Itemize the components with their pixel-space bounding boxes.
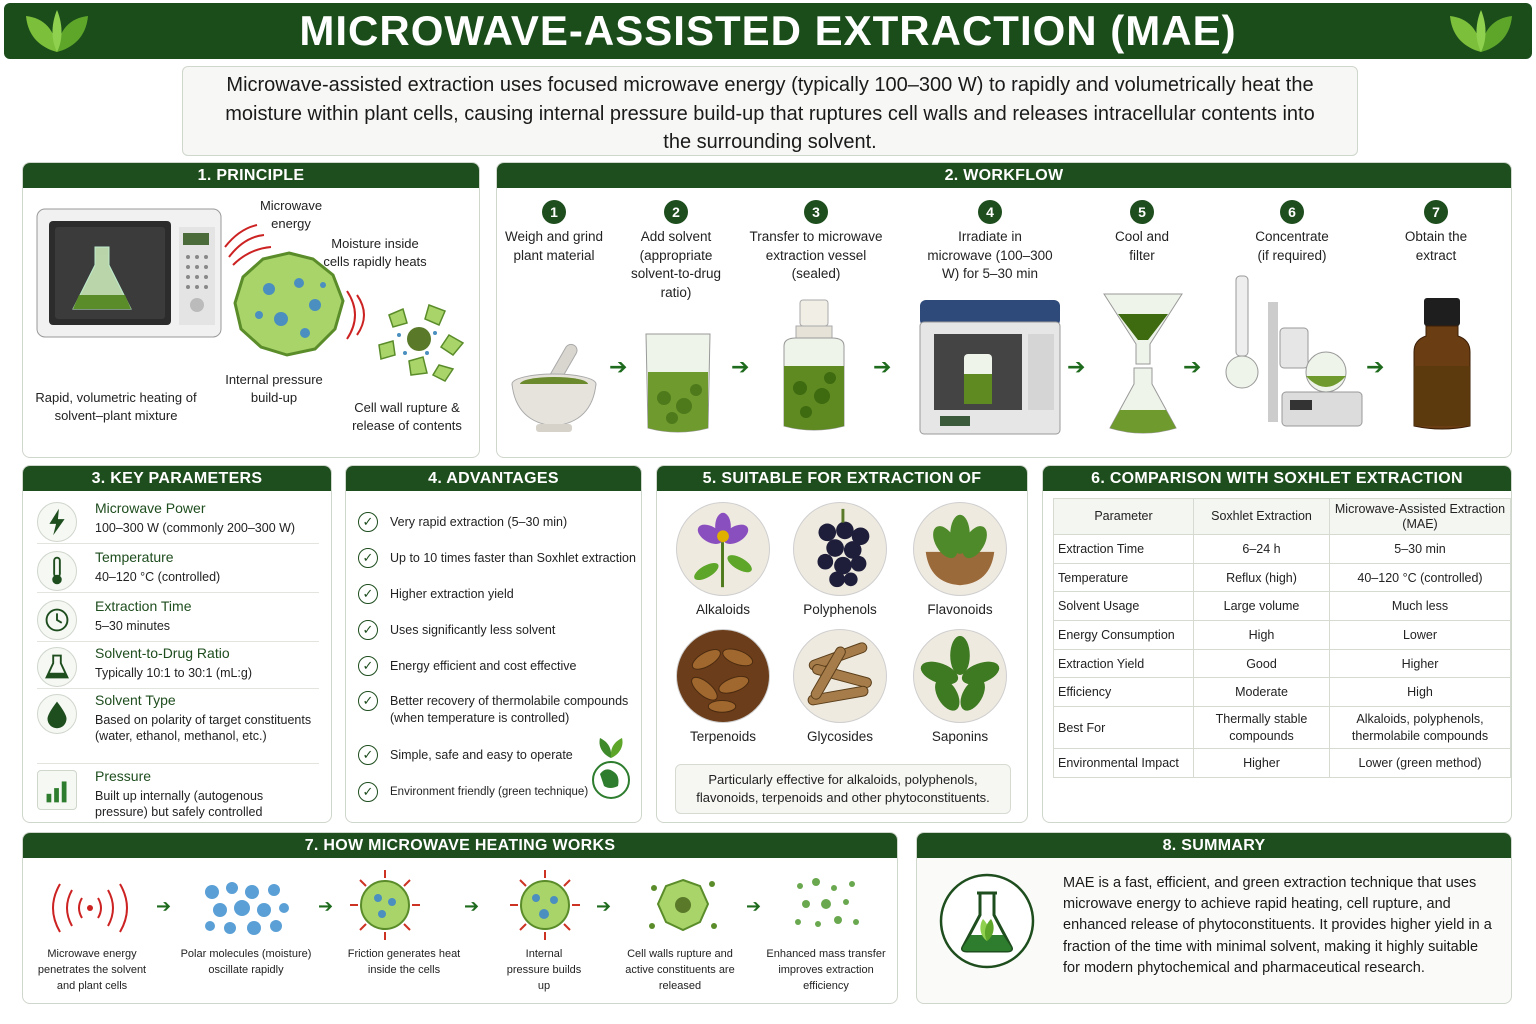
how-step: Internal pressure builds up [506,948,582,992]
parameter-value: 100–300 W (commonly 200–300 W) [95,521,296,535]
thermometer-icon [37,551,77,591]
comparison-table [1053,498,1511,778]
step-label: Irradiate in microwave (100–300 W) for 5–30 min [927,229,1053,281]
how-header: 7. HOW MICROWAVE HEATING WORKS [23,833,897,858]
arrow-right-icon: ➔ [731,354,750,379]
step-label: Add solvent (appropriate solvent-to-drug ratio) [630,229,722,300]
workflow-step [920,200,1060,284]
table-cell: Environmental Impact [1054,749,1194,778]
check-icon: ✓ [358,691,378,711]
parameter-row [37,549,319,593]
table-cell: Energy Consumption [1054,621,1194,650]
workflow-step [1366,200,1506,265]
how-step: Friction generates heat inside the cells [347,948,461,976]
seeds-icon [676,629,770,723]
advantage-text: Energy efficient and cost effective [390,659,577,673]
step-number: 2 [664,200,688,224]
step-number: 3 [804,200,828,224]
table-cell: Good [1194,649,1330,678]
flask-icon [37,647,77,687]
table-cell: 6–24 h [1194,535,1330,564]
check-icon: ✓ [358,512,378,532]
extract-bottle-icon [1412,294,1472,434]
compound-label: Flavonoids [927,602,993,617]
parameter-title: Temperature [95,549,174,565]
how-step: Cell walls rupture and active constituents are released [625,948,735,992]
comparison-panel [1042,465,1512,823]
step-number: 6 [1280,200,1304,224]
parameter-row [37,645,319,689]
workflow-step [606,200,746,302]
table-cell: Extraction Yield [1054,649,1194,678]
parameters-panel [22,465,332,823]
advantage-text: Very rapid extraction (5–30 min) [390,515,568,529]
microwave-extractor-icon [916,294,1066,442]
globe-leaf-icon [588,736,634,800]
parameter-title: Pressure [95,768,152,784]
leaf-icon [22,8,92,54]
sealed-vessel-icon [776,296,852,438]
compound-polyphenols [785,502,895,617]
bowl-leaves-icon [913,502,1007,596]
advantage-text: Up to 10 times faster than Soxhlet extraction [390,551,636,565]
how-step: Microwave energy penetrates the solvent and plant cells [37,948,147,992]
column-header: Microwave-Assisted Extraction (MAE) [1330,499,1511,535]
ruptured-cell-icon [369,295,469,385]
parameter-row [37,598,319,642]
summary-text: MAE is a fast, efficient, and green extraction technique that uses microwave energy to achieve rapid heating, cell rupture, and enhanced release of phytoconstituents. It provides higher yield in a fraction of the time with minimal solvent, making it highly suitable for modern phytochemical and pharmaceutical research. [1063,875,1492,976]
parameter-title: Solvent-to-Drug Ratio [95,645,230,661]
table-cell: High [1194,621,1330,650]
table-row [1054,749,1511,778]
leaves-icon [913,629,1007,723]
table-cell: Lower (green method) [1330,749,1511,778]
table-header-row [1054,499,1511,535]
ruptured-cell-icon [646,868,720,942]
suitable-panel [656,465,1028,823]
clock-icon [37,600,77,640]
principle-label-rupture: Cell wall rupture & release of contents [352,400,462,433]
arrow-right-icon: ➔ [318,896,334,916]
intro-text: Microwave-assisted extraction uses focused microwave energy (typically 100–300 W) to rapidly and volumetrically heat the moisture within plant cells, causing internal pressure build-up that ruptures cell walls and releases intracellular contents into the surrounding solvent. [182,66,1358,156]
heated-cell-icon [348,868,422,942]
table-cell: Efficiency [1054,678,1194,707]
step-label: Obtain the extract [1404,229,1468,263]
compound-label: Alkaloids [695,602,751,617]
table-cell: Temperature [1054,563,1194,592]
parameter-row [37,692,319,764]
arrow-right-icon: ➔ [1183,354,1202,379]
table-cell: Best For [1054,707,1194,749]
column-header: Soxhlet Extraction [1194,499,1330,535]
parameter-title: Extraction Time [95,598,192,614]
check-icon: ✓ [358,745,378,765]
step-number: 1 [542,200,566,224]
compound-label: Saponins [931,729,989,744]
step-label: Cool and filter [1114,229,1170,263]
arrow-right-icon: ➔ [1366,354,1385,379]
table-row [1054,649,1511,678]
lightning-icon [37,502,77,542]
compound-alkaloids [668,502,778,617]
parameter-value: Typically 10:1 to 30:1 (mL:g) [95,666,253,680]
comparison-header: 6. COMPARISON WITH SOXHLET EXTRACTION [1043,466,1511,491]
check-icon: ✓ [358,584,378,604]
table-cell: Solvent Usage [1054,592,1194,621]
arrow-right-icon: ➔ [873,354,892,379]
beaker-icon [638,328,718,438]
column-header: Parameter [1054,499,1194,535]
advantages-panel [345,465,642,823]
check-icon: ✓ [358,620,378,640]
parameter-value: 40–120 °C (controlled) [95,570,221,584]
step-label: Transfer to microwave extraction vessel (sealed) [749,229,883,281]
compound-label: Glycosides [806,729,874,744]
table-cell: 40–120 °C (controlled) [1330,563,1511,592]
parameter-row [37,768,319,820]
step-number: 4 [978,200,1002,224]
compound-glycosides [785,629,895,744]
parameter-row [37,500,319,544]
advantages-header: 4. ADVANTAGES [346,466,641,491]
parameter-value: Based on polarity of target constituents (water, ethanol, methanol, etc.) [95,713,312,743]
check-icon: ✓ [358,548,378,568]
grapes-icon [793,502,887,596]
advantage-text: Uses significantly less solvent [390,623,556,637]
particles-icon [790,876,864,936]
advantage-text: Better recovery of thermolabile compounds (when temperature is controlled) [390,694,629,725]
parameter-value: 5–30 minutes [95,619,171,633]
mortar-pestle-icon [506,336,602,436]
arrow-right-icon: ➔ [609,354,628,379]
workflow-step [484,200,624,265]
suitable-header: 5. SUITABLE FOR EXTRACTION OF [657,466,1027,491]
table-row [1054,535,1511,564]
leaf-icon [1446,8,1516,54]
principle-panel [22,162,480,458]
table-cell: 5–30 min [1330,535,1511,564]
workflow-header: 2. WORKFLOW [497,163,1511,188]
advantage-text: Environment friendly (green technique) [390,786,589,798]
table-row [1054,621,1511,650]
principle-label-moisture: Moisture inside cells rapidly heats [323,236,427,269]
compound-terpenoids [668,629,778,744]
table-cell: Higher [1194,749,1330,778]
step-label: Weigh and grind plant material [504,229,604,263]
advantage-text: Higher extraction yield [390,587,514,601]
table-cell: Alkaloids, polyphenols, thermolabile compounds [1330,707,1511,749]
table-cell: Extraction Time [1054,535,1194,564]
compound-label: Terpenoids [689,729,757,744]
drop-icon [37,694,77,734]
microwave-waves-icon [40,880,140,936]
compound-label: Polyphenols [803,602,877,617]
parameter-title: Solvent Type [95,692,176,708]
principle-header: 1. PRINCIPLE [23,163,479,188]
table-cell: Much less [1330,592,1511,621]
arrow-right-icon: ➔ [464,896,480,916]
table-cell: Moderate [1194,678,1330,707]
workflow-step [1072,200,1212,265]
table-row [1054,563,1511,592]
arrow-right-icon: ➔ [1067,354,1086,379]
flask-leaf-icon [937,871,1037,971]
table-cell: Lower [1330,621,1511,650]
molecules-icon [198,878,294,938]
table-cell: Large volume [1194,592,1330,621]
step-number: 7 [1424,200,1448,224]
check-icon: ✓ [358,782,378,802]
workflow-step [1222,200,1362,265]
compound-saponins [905,629,1015,744]
how-step: Enhanced mass transfer improves extraction efficiency [766,948,886,992]
page-title: MICROWAVE-ASSISTED EXTRACTION (MAE) [4,3,1532,59]
table-cell: Thermally stable compounds [1194,707,1330,749]
suitable-note: Particularly effective for alkaloids, polyphenols, flavonoids, terpenoids and other phytoconstituents. [675,764,1011,814]
arrow-right-icon: ➔ [156,896,172,916]
funnel-flask-icon [1098,288,1188,440]
principle-label-heating: Rapid, volumetric heating of solvent–plant mixture [35,390,197,423]
summary-header: 8. SUMMARY [917,833,1511,858]
table-row [1054,592,1511,621]
roots-icon [793,629,887,723]
table-row [1054,678,1511,707]
bar-chart-icon [37,770,77,810]
rotary-evaporator-icon [1222,272,1372,442]
arrow-right-icon: ➔ [596,896,612,916]
summary-panel [916,832,1512,1004]
flower-icon [676,502,770,596]
workflow-step [746,200,886,284]
advantage-text: Simple, safe and easy to operate [390,748,573,762]
pressure-cell-icon [508,868,582,942]
microwave-oven-illustration [33,205,233,345]
table-cell: High [1330,678,1511,707]
table-row [1054,707,1511,749]
table-cell: Reflux (high) [1194,563,1330,592]
principle-label-pressure: Internal pressure build-up [225,372,323,405]
step-label: Concentrate (if required) [1255,229,1329,263]
check-icon: ✓ [358,656,378,676]
principle-label-microwave: Microwave energy [259,198,323,231]
arrow-right-icon: ➔ [746,896,762,916]
step-number: 5 [1130,200,1154,224]
table-cell: Higher [1330,649,1511,678]
parameter-value: Built up internally (autogenous pressure) but safely controlled [95,789,264,819]
parameters-header: 3. KEY PARAMETERS [23,466,331,491]
compound-flavonoids [905,502,1015,617]
how-step: Polar molecules (moisture) oscillate rapidly [180,948,312,976]
parameter-title: Microwave Power [95,500,206,516]
